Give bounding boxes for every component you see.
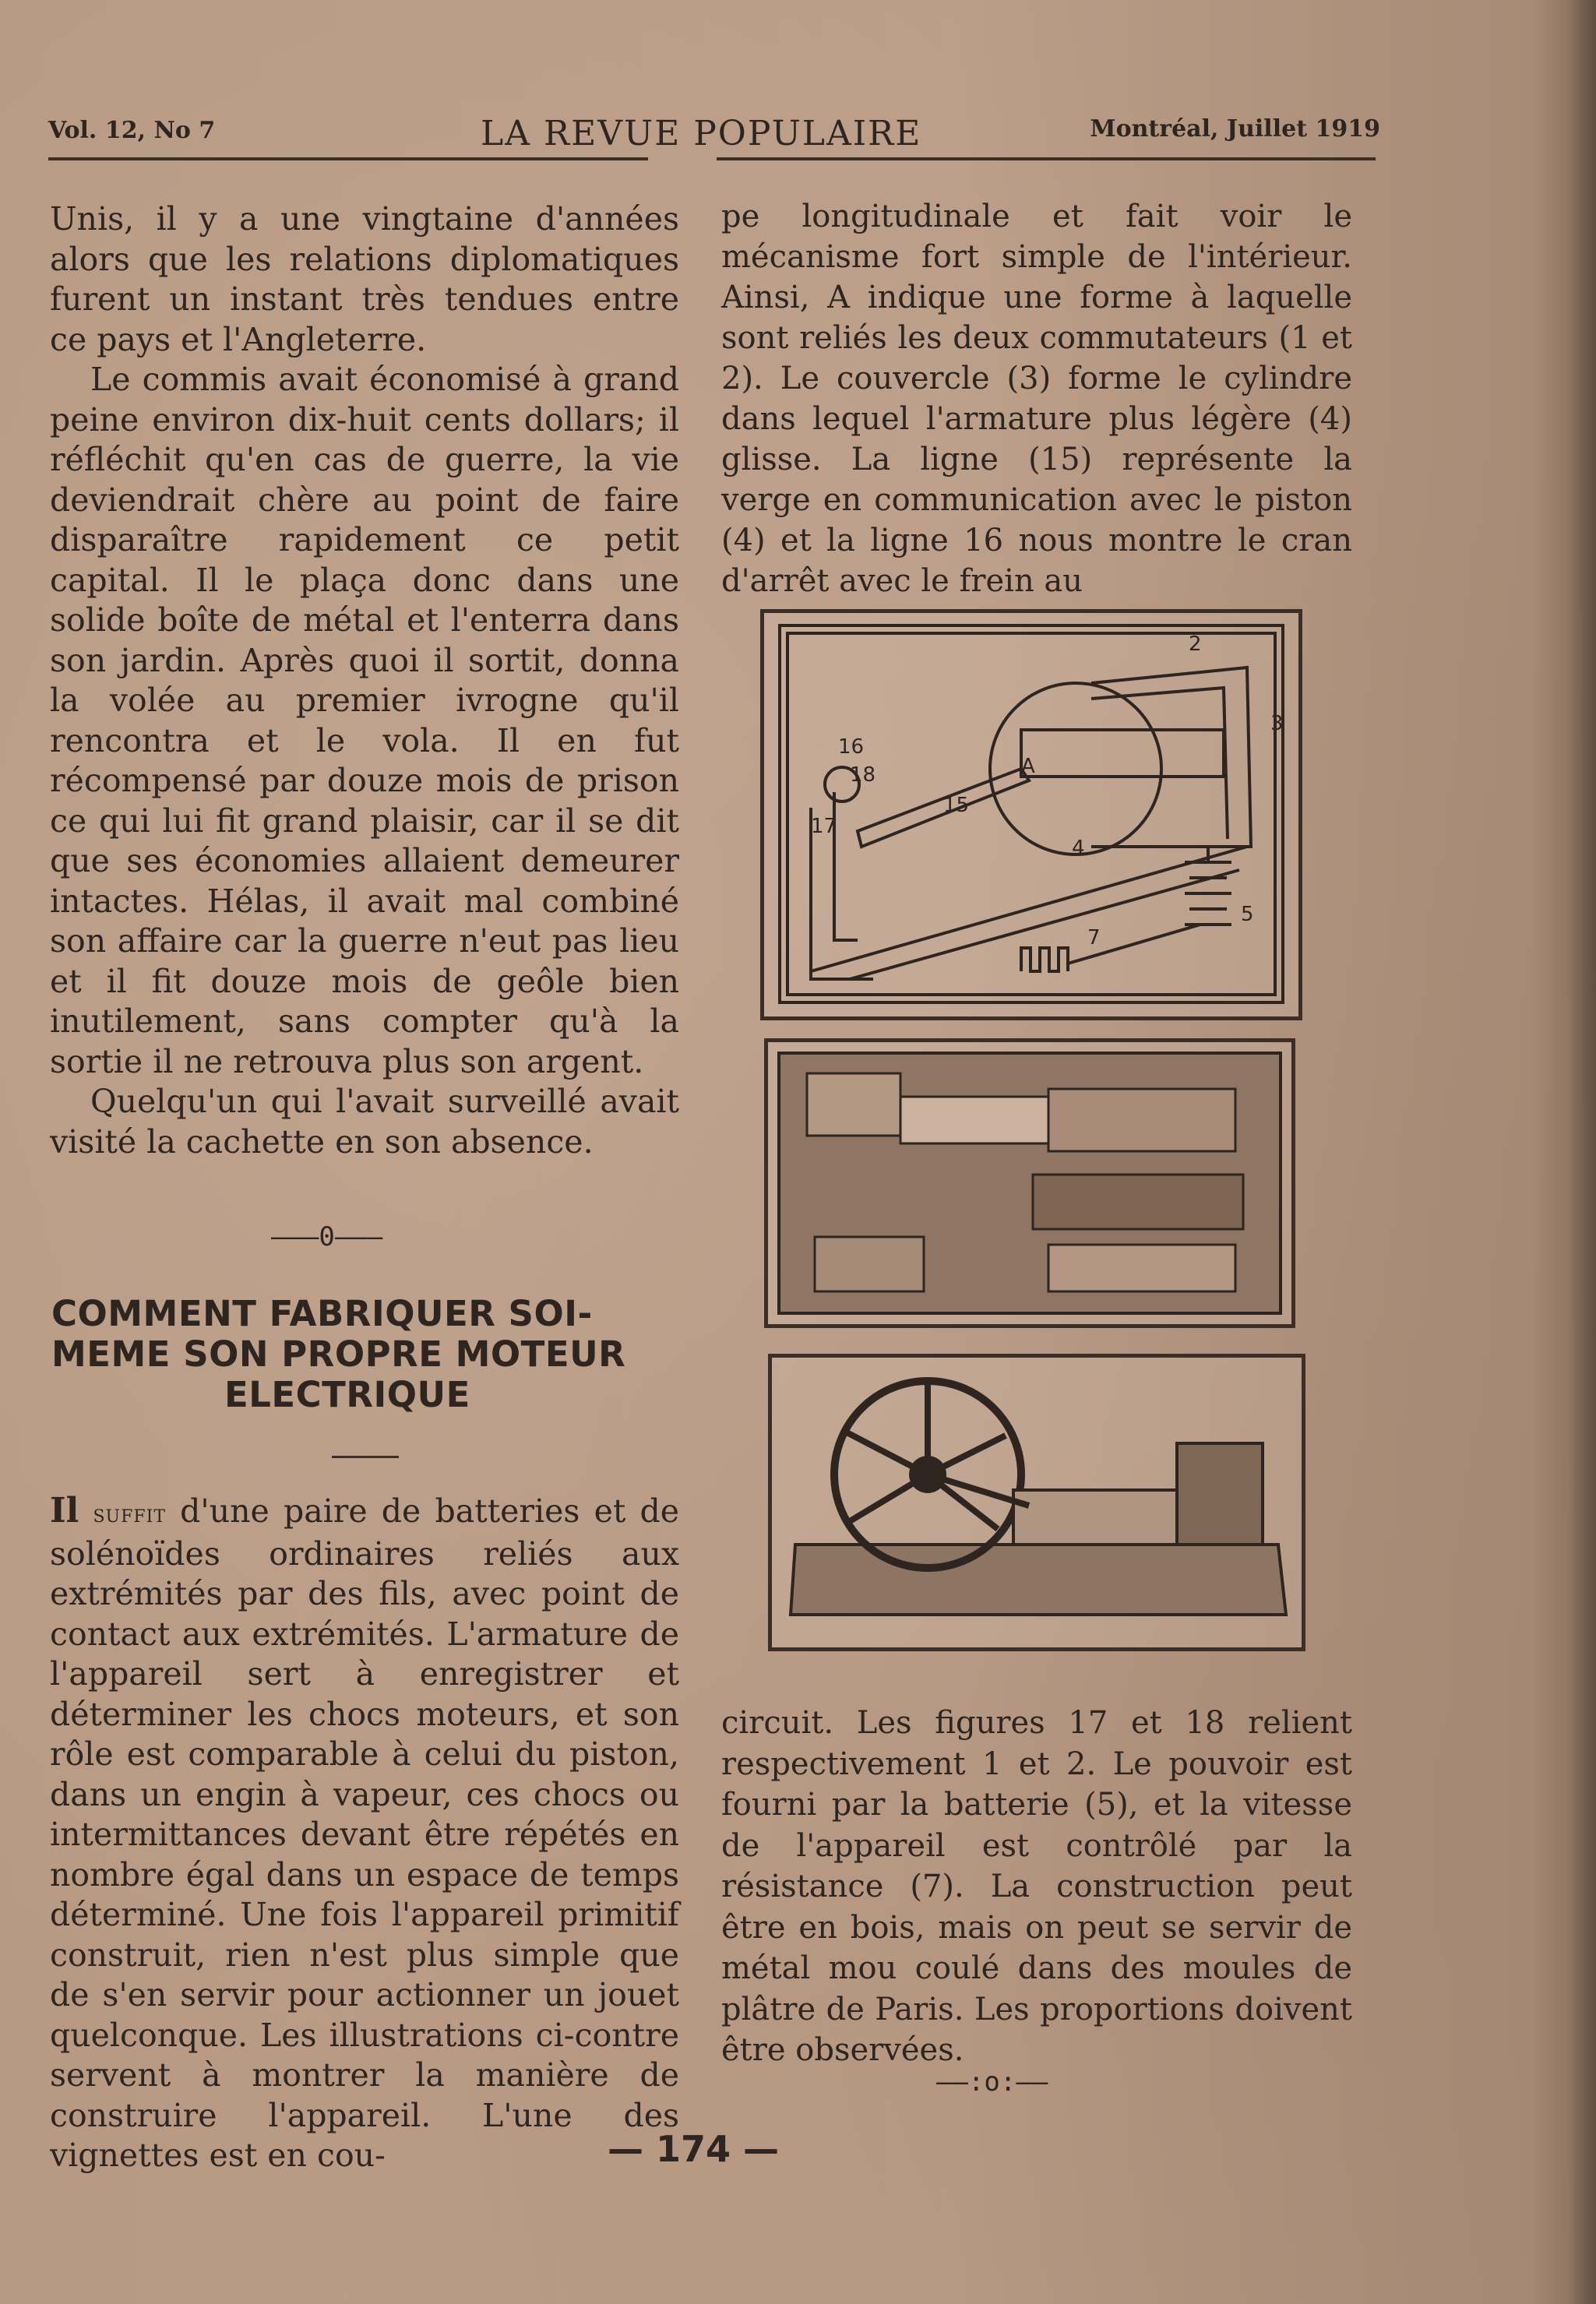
motor-section-diagram	[760, 609, 1302, 1020]
label-5: 5	[1241, 903, 1254, 926]
left-column	[50, 199, 679, 1162]
article-text: d'une paire de batteries et de solénoïdes ordinaires reliés aux extrémités par des fils, avec point de contact aux extrémités. L'armature de l'appareil sert à enregistrer et déterminer les chocs moteurs, et son rôle est comparable à celui du piston, dans un engin à vapeur, ces chocs ou intermittances devant être répétés en nombre égal dans un espace de temps déterminé. Une fois l'appareil primitif construit, rien n'est plus simple que de s'en servir pour actionner un jouet quelconque. Les illustrations ci-contre servent à montrer la manière de construire l'appareil. L'une des vignettes est en cou-	[50, 1492, 679, 2174]
paragraph: Le commis avait économisé à grand peine environ dix-huit cents dollars; il réfléchit qu'en cas de guerre, la vie deviendrait chère au point de faire disparaître rapidement ce petit capital. Il le plaça donc dans une solide boîte de métal et l'enterra dans son jardin. Après quoi il sortit, donna la volée au premier ivrogne qu'il rencontra et le vola. Il en fut récompensé par douze mois de prison ce qui lui fit grand plaisir, car il se dit que ses économies allaient demeurer intactes. Hélas, il avait mal combiné son affaire car la guerre n'eut pas lieu et il fit douze mois de geôle bien inutilement, sans compter qu'à la sortie il ne retrouva plus son argent.	[50, 361, 679, 1080]
magazine-title: LA REVUE POPULAIRE	[481, 114, 922, 153]
label-4: 4	[1072, 837, 1085, 860]
issue-date: Montréal, Juillet 1919	[1090, 115, 1380, 143]
perspective-drawing	[772, 1358, 1302, 1647]
paragraph: Unis, il y a une vingtaine d'années alors que les relations diplomatiques furent un instant très tendues entre ce pays et l'Angleterre.	[50, 200, 679, 358]
label-17: 17	[811, 815, 837, 838]
paragraph: pe longitudinale et fait voir le mécanisme fort simple de l'intérieur. Ainsi, A indique une forme à laquelle sont reliés les deux commutateurs (1 et 2). Le couvercle (3) forme le cylindre dans lequel l'armature plus légère (4) glisse. La ligne (15) représente la verge en communication avec le piston (4) et la ligne 16 nous montre le cran d'arrêt avec le frein au	[721, 199, 1352, 599]
label-7: 7	[1087, 926, 1101, 949]
label-a: A	[1021, 755, 1035, 778]
headline-line: COMMENT FABRIQUER SOI-	[51, 1293, 593, 1334]
label-3: 3	[1270, 712, 1284, 735]
small-caps-word: suffit	[93, 1499, 166, 1528]
headline-line: ELECTRIQUE	[224, 1374, 470, 1415]
page-number: — 174 —	[608, 2128, 780, 2170]
header-rule-right	[717, 157, 1376, 160]
page-header	[48, 114, 1380, 156]
motor-top-view	[764, 1038, 1295, 1328]
headline-rule	[332, 1456, 399, 1458]
label-16: 16	[838, 735, 865, 759]
motor-perspective-view	[768, 1354, 1305, 1651]
header-rule-left	[48, 157, 648, 160]
page-spine-shadow	[1568, 0, 1596, 2304]
right-column-bottom	[721, 1703, 1352, 2071]
section-separator: ———0———	[271, 1221, 383, 1252]
article-headline	[51, 1294, 681, 1415]
label-2: 2	[1189, 632, 1202, 656]
paragraph	[50, 1491, 679, 2176]
headline-line: MEME SON PROPRE MOTEUR	[51, 1333, 626, 1375]
diagram-drawing	[764, 613, 1298, 1016]
label-18: 18	[850, 763, 876, 787]
label-15: 15	[943, 794, 970, 817]
right-column-top	[721, 196, 1352, 601]
paragraph: Quelqu'un qui l'avait surveillé avait visité la cachette en son absence.	[50, 1083, 679, 1161]
paragraph: circuit. Les figures 17 et 18 relient respectivement 1 et 2. Le pouvoir est fourni par la batterie (5), et la vitesse de l'appareil est contrôlé par la résistance (7). La construction peut être en bois, mais on peut se servir de métal mou coulé dans des moules de plâtre de Paris. Les proportions doivent être observées.	[721, 1705, 1352, 2068]
volume-number: Vol. 12, No 7	[48, 117, 216, 144]
article-body	[50, 1491, 679, 2176]
top-view-drawing	[768, 1042, 1291, 1324]
section-separator: ——:o:——	[936, 2066, 1048, 2098]
drop-cap: Il	[50, 1491, 79, 1531]
